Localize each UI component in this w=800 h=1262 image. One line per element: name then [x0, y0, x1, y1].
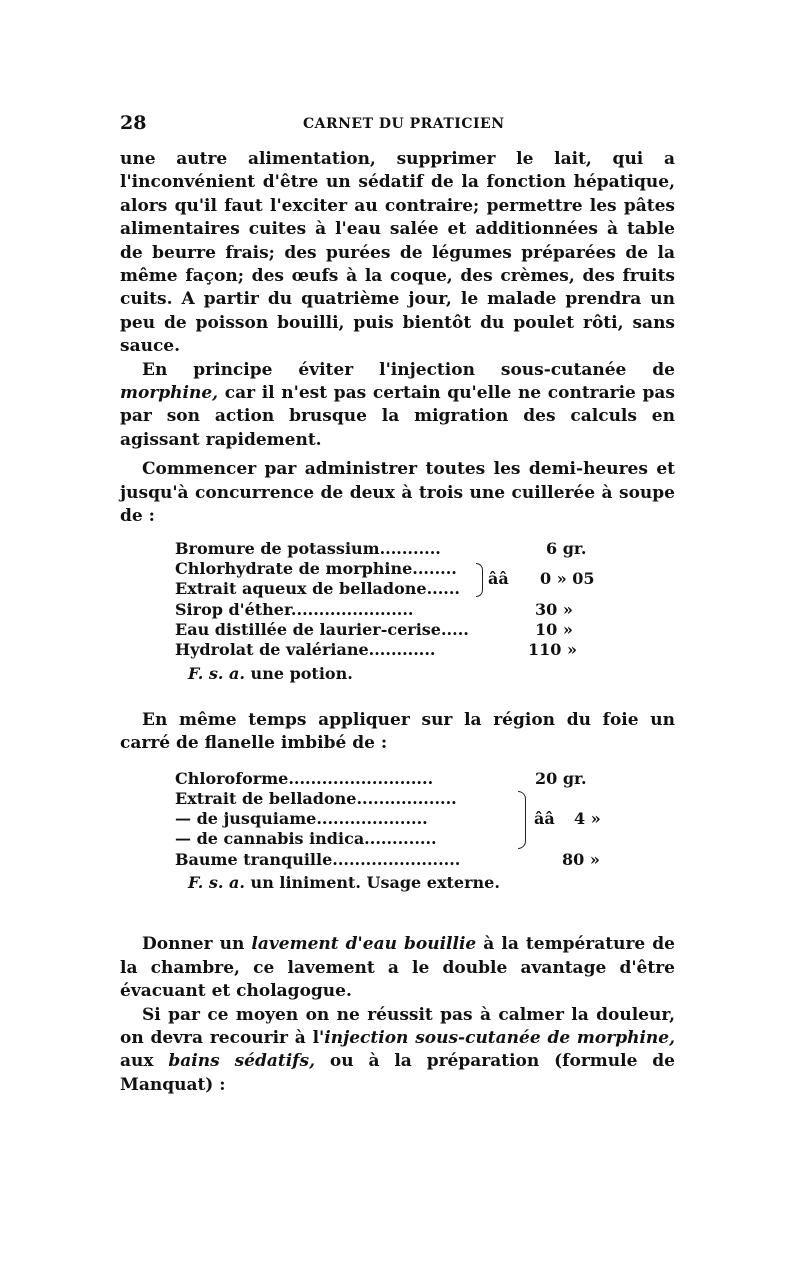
ingredient-name: Extrait de belladone..................: [175, 789, 457, 809]
page-number: 28: [120, 112, 147, 134]
group-brace: [476, 563, 483, 597]
paragraph-recourse: [120, 1004, 675, 1098]
text-run: ou à la préparation (formule de Manquat) :: [120, 1051, 675, 1095]
ingredient-name: Chloroforme..........................: [175, 769, 434, 789]
ingredient-name: Sirop d'éther......................: [175, 599, 414, 619]
ingredient-name: Hydrolat de valériane............: [175, 639, 436, 659]
formula-item: [175, 620, 469, 640]
text-run: à la température de la chambre, ce lavement a le double avantage d'être évacuant et cholagogue.: [120, 934, 675, 1002]
ingredient-qty: 110 »: [528, 639, 577, 659]
text-run: En principe éviter l'injection sous-cutanée de: [142, 359, 675, 380]
paragraph-morphine-warning: [120, 359, 675, 453]
formula-item: [175, 539, 441, 559]
formula-closing-text: un liniment. Usage externe.: [244, 873, 500, 893]
text-run-italic: bains sédatifs,: [168, 1051, 315, 1072]
page-header: [120, 112, 675, 142]
text-run: aux: [120, 1051, 169, 1072]
text-run-italic: injection sous-cutanée de morphine,: [324, 1027, 676, 1048]
group-qty: 4 »: [574, 809, 601, 829]
formula-closing: [188, 664, 353, 684]
group-qty: 0 » 05: [540, 568, 595, 588]
formula-item: [175, 640, 436, 660]
ingredient-name: Eau distillée de laurier-cerise.....: [175, 619, 469, 639]
text-run-italic: lavement d'eau bouillie: [251, 934, 477, 955]
ingredient-qty: 10 »: [535, 619, 573, 639]
group-mark: ââ: [488, 568, 509, 588]
formula-item: [175, 789, 457, 809]
paragraph-flannel: En même temps appliquer sur la région du foie un carré de flanelle imbibé de :: [120, 709, 675, 753]
text-run: car il n'est pas certain qu'elle ne contrarie pas par son action brusque la migration des calculs en agissant rapidement.: [120, 383, 675, 450]
formula-item: [175, 600, 413, 620]
formula-item: [175, 579, 460, 599]
paragraph-administer: Commencer par administrer toutes les demi-heures et jusqu'à concurrence de deux à trois une cuillerée à soupe de :: [120, 459, 675, 527]
ingredient-name: — de jusquiame....................: [175, 809, 428, 829]
formula-potion: [120, 539, 675, 709]
text-run: Si par ce moyen on ne réussit pas à calmer la douleur, on devra recourir à l': [120, 1004, 675, 1048]
formula-liniment: [120, 769, 675, 917]
group-brace: [518, 791, 526, 849]
running-head: CARNET DU PRATICIEN: [303, 116, 505, 132]
ingredient-qty: 6 gr.: [546, 538, 587, 558]
ingredient-name: Bromure de potassium...........: [175, 538, 441, 558]
ingredient-name: — de cannabis indica.............: [175, 829, 437, 849]
formula-item: [175, 829, 437, 849]
formula-label: F. s. a.: [188, 873, 245, 893]
formula-closing-text: une potion.: [244, 663, 353, 683]
formula-label: F. s. a.: [188, 663, 245, 683]
formula-item: [175, 809, 428, 829]
ingredient-name: Extrait aqueux de belladone......: [175, 578, 460, 598]
text-run-italic: morphine,: [120, 383, 219, 404]
ingredient-name: Chlorhydrate de morphine........: [175, 558, 457, 578]
formula-item: [175, 559, 457, 579]
paragraph-diet: une autre alimentation, supprimer le lait, qui a l'inconvénient d'être un sédatif de la fonction hépatique, alors qu'il faut l'exciter au contraire; permettre les pâtes alimentaires cuites à l'eau salée et additionnées à table de beurre frais; des purées de légumes préparées de la même façon; des œufs à la coque, des crèmes, des fruits cuits. A partir du quatrième jour, le malade prendra un peu de poisson bouilli, puis bientôt du poulet rôti, sans sauce.: [120, 149, 675, 357]
formula-closing: [188, 873, 500, 893]
formula-item: [175, 850, 460, 870]
book-page: [120, 112, 675, 1097]
formula-item: [175, 769, 433, 789]
group-mark: ââ: [534, 809, 555, 829]
ingredient-qty: 20 gr.: [535, 769, 587, 789]
ingredient-qty: 30 »: [535, 599, 573, 619]
text-run: Donner un: [142, 934, 252, 955]
ingredient-qty: 80 »: [562, 850, 600, 870]
paragraph-enema: [120, 933, 675, 1003]
ingredient-name: Baume tranquille.......................: [175, 850, 461, 870]
